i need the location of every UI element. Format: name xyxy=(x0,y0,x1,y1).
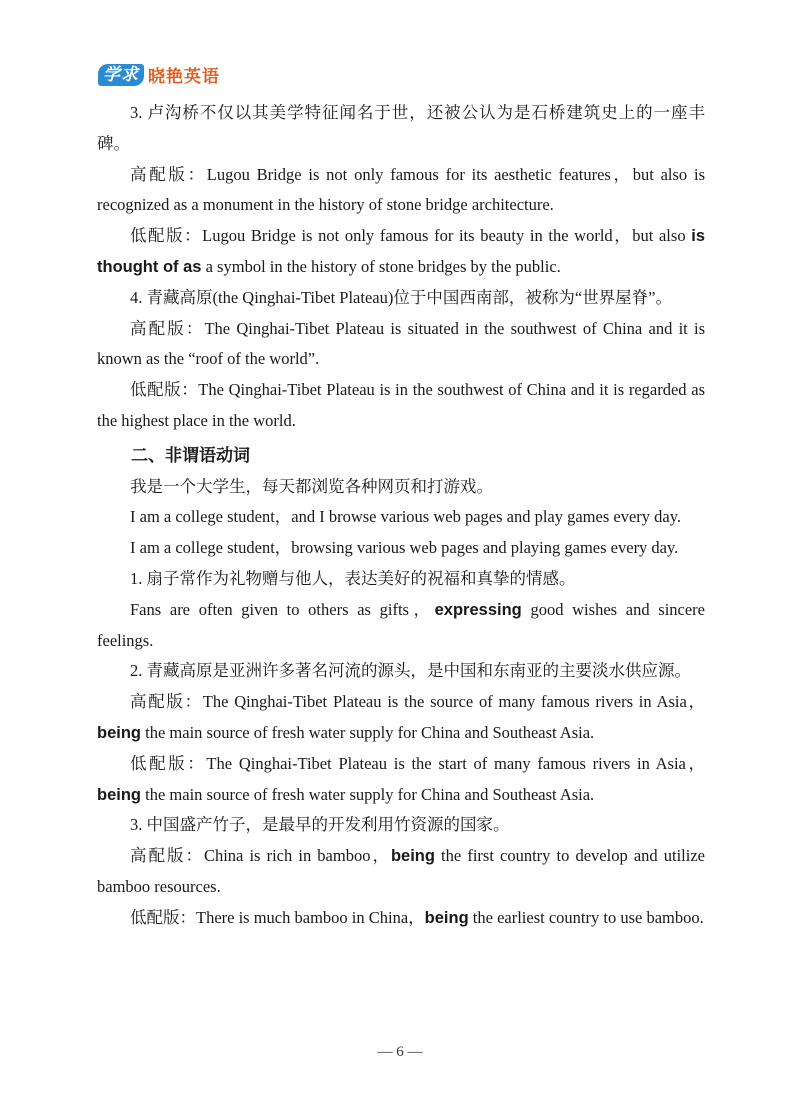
brand-logo xyxy=(98,62,220,87)
s2-item1-chinese: 1. 扇子常作为礼物赠与他人，表达美好的祝福和真挚的情感。 xyxy=(130,568,576,588)
s2-item3-low-version: 低配版：There is much bamboo in China，being the earliest country to use bamboo. xyxy=(130,907,704,927)
s2-item2-low-version: 低配版：The Qinghai-Tibet Plateau is the start of many famous rivers in Asia，being the main source of fresh water supply for China and Southeast Asia. xyxy=(97,753,705,804)
s2-item2-high-version: 高配版：The Qinghai-Tibet Plateau is the source of many famous rivers in Asia，being the main source of fresh water supply for China and Southeast Asia. xyxy=(97,692,705,742)
item4-low-version: 低配版：The Qinghai-Tibet Plateau is in the southwest of China and it is regarded as the highest place in the world. xyxy=(97,380,705,430)
s2-item2-chinese: 2. 青藏高原是亚洲许多著名河流的源头，是中国和东南亚的主要淡水供应源。 xyxy=(130,661,691,681)
page-content xyxy=(97,98,705,934)
s2-item3-chinese: 3. 中国盛产竹子，是最早的开发利用竹资源的国家。 xyxy=(130,815,510,835)
example-chinese: 我是一个大学生，每天都浏览各种网页和打游戏。 xyxy=(130,476,493,496)
emphasis-word: being xyxy=(97,785,141,804)
example-english-1: I am a college student，and I browse various web pages and play games every day. xyxy=(130,507,682,527)
emphasis-phrase: is thought of as xyxy=(97,227,705,276)
emphasis-word: expressing xyxy=(434,600,522,619)
item3-low-version: 低配版：Lugou Bridge is not only famous for its beauty in the world，but also is thought of as a symbol in the history of stone bridges by the public. xyxy=(97,226,705,276)
s2-item3-high-version: 高配版：China is rich in bamboo，being the first country to develop and utilize bamboo resources. xyxy=(97,846,705,896)
section-heading: 二、非谓语动词 xyxy=(131,445,250,466)
logo-mark: 学求 xyxy=(98,64,144,86)
logo-text: 晓艳英语 xyxy=(148,67,220,87)
example-english-2: I am a college student，browsing various web pages and playing games every day. xyxy=(130,538,679,558)
page-number: — 6 — xyxy=(377,1044,423,1060)
item3-high-version: 高配版：Lugou Bridge is not only famous for its aesthetic features，but also is recognized as a monument in the history of stone bridge architecture. xyxy=(97,164,705,215)
emphasis-word: being xyxy=(390,847,435,866)
item4-chinese: 4. 青藏高原(the Qinghai-Tibet Plateau)位于中国西南部，被称为“世界屋脊”。 xyxy=(130,287,673,307)
s2-item1-english: Fans are often given to others as gifts，expressing good wishes and sincere feelings. xyxy=(97,599,705,650)
item4-high-version: 高配版：The Qinghai-Tibet Plateau is situated in the southwest of China and it is known as the “roof of the world”. xyxy=(97,318,705,369)
emphasis-word: being xyxy=(424,908,469,927)
item3-chinese: 3. 卢沟桥不仅以其美学特征闻名于世，还被公认为是石桥建筑史上的一座丰碑。 xyxy=(97,103,705,153)
emphasis-word: being xyxy=(97,723,141,742)
